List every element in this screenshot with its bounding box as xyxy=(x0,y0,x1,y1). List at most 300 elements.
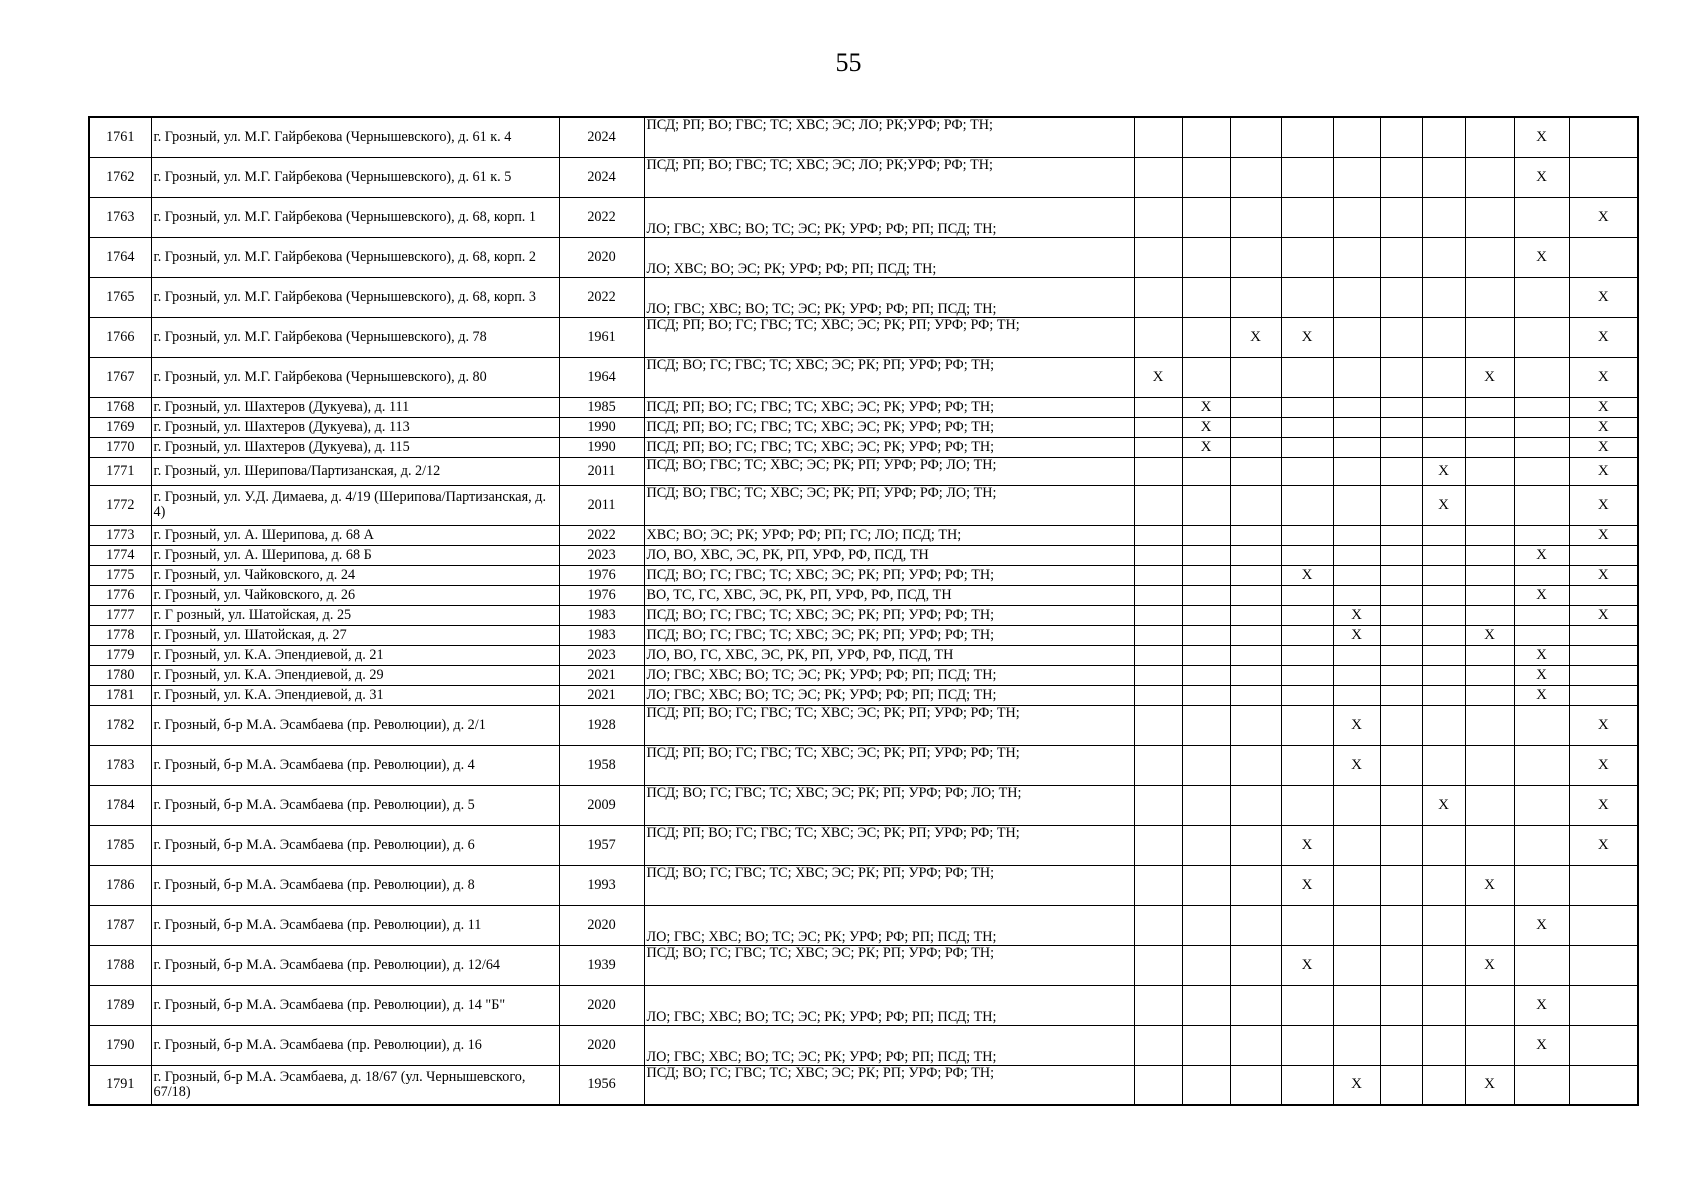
mark-cell xyxy=(1182,277,1230,317)
mark-cell xyxy=(1333,905,1380,945)
mark-cell xyxy=(1134,685,1182,705)
mark-cell xyxy=(1182,605,1230,625)
mark-cell xyxy=(1422,985,1465,1025)
mark-cell xyxy=(1569,905,1638,945)
mark-cell: X xyxy=(1514,157,1569,197)
mark-cell xyxy=(1380,745,1422,785)
works-list-cell: ПСД; ВО; ГВС; ТС; ХВС; ЭС; РК; РП; УРФ; РФ; ЛО; ТН; xyxy=(644,457,1134,485)
mark-cell xyxy=(1422,825,1465,865)
works-list-cell: ПСД; ВО; ГС; ГВС; ТС; ХВС; ЭС; РК; РП; УРФ; РФ; ТН; xyxy=(644,625,1134,645)
mark-cell: X xyxy=(1422,457,1465,485)
address-cell: г. Грозный, б-р М.А. Эсамбаева (пр. Революции), д. 12/64 xyxy=(151,945,559,985)
mark-cell xyxy=(1230,117,1281,157)
mark-cell xyxy=(1281,157,1333,197)
mark-cell xyxy=(1569,117,1638,157)
table-row xyxy=(89,905,1638,945)
mark-cell: X xyxy=(1569,437,1638,457)
mark-cell xyxy=(1465,317,1514,357)
year-cell: 2011 xyxy=(559,457,644,485)
mark-cell xyxy=(1230,945,1281,985)
address-cell: г. Грозный, ул. У.Д. Димаева, д. 4/19 (Шерипова/Партизанская, д. 4) xyxy=(151,485,559,525)
year-cell: 2023 xyxy=(559,545,644,565)
works-list-cell: ЛО; ГВС; ХВС; ВО; ТС; ЭС; РК; УРФ; РФ; РП; ПСД; ТН; xyxy=(644,1025,1134,1065)
mark-cell xyxy=(1422,437,1465,457)
address-cell: г. Грозный, ул. Шахтеров (Дукуева), д. 113 xyxy=(151,417,559,437)
mark-cell xyxy=(1281,397,1333,417)
mark-cell xyxy=(1465,437,1514,457)
mark-cell xyxy=(1465,665,1514,685)
mark-cell: X xyxy=(1465,865,1514,905)
mark-cell xyxy=(1380,485,1422,525)
year-cell: 1993 xyxy=(559,865,644,905)
year-cell: 1957 xyxy=(559,825,644,865)
mark-cell xyxy=(1514,1065,1569,1105)
mark-cell xyxy=(1380,565,1422,585)
year-cell: 2022 xyxy=(559,277,644,317)
works-list-cell: ПСД; ВО; ГС; ГВС; ТС; ХВС; ЭС; РК; РП; УРФ; РФ; ЛО; ТН; xyxy=(644,785,1134,825)
mark-cell xyxy=(1134,157,1182,197)
mark-cell xyxy=(1134,985,1182,1025)
works-list-cell: ЛО; ГВС; ХВС; ВО; ТС; ЭС; РК; УРФ; РФ; РП; ПСД; ТН; xyxy=(644,665,1134,685)
mark-cell xyxy=(1569,945,1638,985)
mark-cell xyxy=(1134,545,1182,565)
mark-cell xyxy=(1134,485,1182,525)
mark-cell xyxy=(1134,605,1182,625)
mark-cell xyxy=(1230,645,1281,665)
mark-cell xyxy=(1380,865,1422,905)
mark-cell xyxy=(1281,785,1333,825)
year-cell: 2024 xyxy=(559,117,644,157)
mark-cell xyxy=(1380,317,1422,357)
row-number: 1773 xyxy=(89,525,151,545)
address-cell: г. Грозный, б-р М.А. Эсамбаева (пр. Революции), д. 16 xyxy=(151,1025,559,1065)
mark-cell xyxy=(1182,237,1230,277)
mark-cell: X xyxy=(1465,1065,1514,1105)
mark-cell xyxy=(1514,825,1569,865)
mark-cell xyxy=(1514,197,1569,237)
mark-cell xyxy=(1380,905,1422,945)
mark-cell xyxy=(1514,437,1569,457)
registry-body xyxy=(89,117,1638,1105)
address-cell: г. Грозный, ул. Чайковского, д. 24 xyxy=(151,565,559,585)
mark-cell xyxy=(1230,865,1281,905)
mark-cell xyxy=(1514,357,1569,397)
mark-cell xyxy=(1465,605,1514,625)
year-cell: 2023 xyxy=(559,645,644,665)
mark-cell xyxy=(1422,357,1465,397)
mark-cell xyxy=(1281,357,1333,397)
address-cell: г. Грозный, ул. К.А. Эпендиевой, д. 21 xyxy=(151,645,559,665)
mark-cell xyxy=(1281,417,1333,437)
mark-cell xyxy=(1333,685,1380,705)
mark-cell xyxy=(1380,1065,1422,1105)
mark-cell xyxy=(1182,457,1230,485)
mark-cell xyxy=(1333,645,1380,665)
table-row xyxy=(89,745,1638,785)
mark-cell xyxy=(1514,565,1569,585)
address-cell: г. Грозный, б-р М.А. Эсамбаева (пр. Революции), д. 4 xyxy=(151,745,559,785)
mark-cell xyxy=(1422,545,1465,565)
mark-cell xyxy=(1134,785,1182,825)
mark-cell xyxy=(1134,865,1182,905)
table-row xyxy=(89,485,1638,525)
mark-cell xyxy=(1380,985,1422,1025)
year-cell: 2021 xyxy=(559,685,644,705)
row-number: 1779 xyxy=(89,645,151,665)
address-cell: г. Грозный, б-р М.А. Эсамбаева, д. 18/67 (ул. Чернышевского, 67/18) xyxy=(151,1065,559,1105)
mark-cell xyxy=(1422,525,1465,545)
mark-cell xyxy=(1569,157,1638,197)
works-list-cell: ПСД; РП; ВО; ГС; ГВС; ТС; ХВС; ЭС; РК; РП; УРФ; РФ; ТН; xyxy=(644,705,1134,745)
mark-cell xyxy=(1569,1025,1638,1065)
mark-cell: X xyxy=(1333,1065,1380,1105)
mark-cell xyxy=(1422,645,1465,665)
row-number: 1776 xyxy=(89,585,151,605)
mark-cell xyxy=(1380,117,1422,157)
address-cell: г. Г розный, ул. Шатойская, д. 25 xyxy=(151,605,559,625)
works-list-cell: ЛО, ВО, ХВС, ЭС, РК, РП, УРФ, РФ, ПСД, ТН xyxy=(644,545,1134,565)
mark-cell xyxy=(1134,277,1182,317)
mark-cell xyxy=(1134,945,1182,985)
row-number: 1784 xyxy=(89,785,151,825)
mark-cell xyxy=(1333,277,1380,317)
mark-cell xyxy=(1380,625,1422,645)
mark-cell xyxy=(1281,605,1333,625)
mark-cell: X xyxy=(1465,625,1514,645)
mark-cell xyxy=(1182,825,1230,865)
mark-cell xyxy=(1333,785,1380,825)
mark-cell: X xyxy=(1514,1025,1569,1065)
mark-cell xyxy=(1465,745,1514,785)
mark-cell xyxy=(1281,1025,1333,1065)
mark-cell xyxy=(1230,785,1281,825)
table-row xyxy=(89,197,1638,237)
mark-cell xyxy=(1333,357,1380,397)
address-cell: г. Грозный, ул. Шатойская, д. 27 xyxy=(151,625,559,645)
table-row xyxy=(89,985,1638,1025)
mark-cell xyxy=(1569,645,1638,665)
mark-cell xyxy=(1134,117,1182,157)
mark-cell xyxy=(1380,605,1422,625)
mark-cell xyxy=(1134,585,1182,605)
row-number: 1777 xyxy=(89,605,151,625)
mark-cell: X xyxy=(1514,985,1569,1025)
mark-cell xyxy=(1514,605,1569,625)
mark-cell: X xyxy=(1230,317,1281,357)
mark-cell xyxy=(1422,685,1465,705)
works-list-cell: ХВС; ВО; ЭС; РК; УРФ; РФ; РП; ГС; ЛО; ПСД; ТН; xyxy=(644,525,1134,545)
page-number: 55 xyxy=(835,48,862,77)
year-cell: 1928 xyxy=(559,705,644,745)
mark-cell xyxy=(1134,905,1182,945)
year-cell: 2021 xyxy=(559,665,644,685)
mark-cell xyxy=(1569,585,1638,605)
mark-cell xyxy=(1422,605,1465,625)
mark-cell xyxy=(1380,397,1422,417)
works-list-cell: ЛО; ГВС; ХВС; ВО; ТС; ЭС; РК; УРФ; РФ; РП; ПСД; ТН; xyxy=(644,905,1134,945)
mark-cell xyxy=(1465,157,1514,197)
address-cell: г. Грозный, ул. М.Г. Гайрбекова (Чернышевского), д. 78 xyxy=(151,317,559,357)
mark-cell xyxy=(1465,585,1514,605)
mark-cell xyxy=(1333,945,1380,985)
mark-cell xyxy=(1182,645,1230,665)
mark-cell xyxy=(1465,1025,1514,1065)
address-cell: г. Грозный, ул. Чайковского, д. 26 xyxy=(151,585,559,605)
mark-cell xyxy=(1333,117,1380,157)
year-cell: 2011 xyxy=(559,485,644,525)
mark-cell xyxy=(1380,685,1422,705)
mark-cell xyxy=(1380,437,1422,457)
mark-cell xyxy=(1182,1065,1230,1105)
mark-cell xyxy=(1134,705,1182,745)
year-cell: 2022 xyxy=(559,197,644,237)
works-list-cell: ЛО; ХВС; ВО; ЭС; РК; УРФ; РФ; РП; ПСД; ТН; xyxy=(644,237,1134,277)
table-row xyxy=(89,1025,1638,1065)
mark-cell xyxy=(1514,417,1569,437)
mark-cell xyxy=(1134,317,1182,357)
mark-cell xyxy=(1230,905,1281,945)
year-cell: 1990 xyxy=(559,417,644,437)
works-list-cell: ПСД; РП; ВО; ГС; ГВС; ТС; ХВС; ЭС; РК; РП; УРФ; РФ; ТН; xyxy=(644,825,1134,865)
mark-cell: X xyxy=(1569,277,1638,317)
address-cell: г. Грозный, ул. Шахтеров (Дукуева), д. 111 xyxy=(151,397,559,417)
mark-cell xyxy=(1230,357,1281,397)
mark-cell xyxy=(1182,905,1230,945)
mark-cell xyxy=(1333,565,1380,585)
mark-cell xyxy=(1569,665,1638,685)
mark-cell xyxy=(1465,685,1514,705)
mark-cell xyxy=(1230,565,1281,585)
mark-cell xyxy=(1182,985,1230,1025)
mark-cell xyxy=(1422,665,1465,685)
mark-cell xyxy=(1514,705,1569,745)
mark-cell xyxy=(1281,197,1333,237)
table-row xyxy=(89,565,1638,585)
address-cell: г. Грозный, ул. М.Г. Гайрбекова (Чернышевского), д. 68, корп. 3 xyxy=(151,277,559,317)
mark-cell xyxy=(1230,237,1281,277)
mark-cell xyxy=(1514,317,1569,357)
mark-cell xyxy=(1380,457,1422,485)
row-number: 1768 xyxy=(89,397,151,417)
mark-cell xyxy=(1134,397,1182,417)
mark-cell xyxy=(1422,745,1465,785)
mark-cell xyxy=(1422,865,1465,905)
mark-cell: X xyxy=(1134,357,1182,397)
mark-cell xyxy=(1422,157,1465,197)
table-row xyxy=(89,277,1638,317)
mark-cell xyxy=(1134,237,1182,277)
works-list-cell: ЛО, ВО, ГС, ХВС, ЭС, РК, РП, УРФ, РФ, ПСД, ТН xyxy=(644,645,1134,665)
row-number: 1781 xyxy=(89,685,151,705)
mark-cell xyxy=(1281,585,1333,605)
row-number: 1769 xyxy=(89,417,151,437)
mark-cell xyxy=(1333,417,1380,437)
row-number: 1787 xyxy=(89,905,151,945)
works-list-cell: ЛО; ГВС; ХВС; ВО; ТС; ЭС; РК; УРФ; РФ; РП; ПСД; ТН; xyxy=(644,197,1134,237)
mark-cell xyxy=(1422,1065,1465,1105)
mark-cell xyxy=(1465,457,1514,485)
mark-cell xyxy=(1514,785,1569,825)
mark-cell xyxy=(1380,825,1422,865)
mark-cell xyxy=(1281,457,1333,485)
row-number: 1762 xyxy=(89,157,151,197)
mark-cell: X xyxy=(1569,565,1638,585)
year-cell: 1939 xyxy=(559,945,644,985)
mark-cell xyxy=(1182,357,1230,397)
mark-cell xyxy=(1333,317,1380,357)
mark-cell xyxy=(1569,1065,1638,1105)
mark-cell xyxy=(1134,645,1182,665)
mark-cell xyxy=(1182,705,1230,745)
table-row xyxy=(89,417,1638,437)
year-cell: 2020 xyxy=(559,1025,644,1065)
mark-cell: X xyxy=(1569,457,1638,485)
mark-cell xyxy=(1134,1065,1182,1105)
mark-cell xyxy=(1465,485,1514,525)
mark-cell xyxy=(1281,277,1333,317)
mark-cell xyxy=(1281,645,1333,665)
address-cell: г. Грозный, б-р М.А. Эсамбаева (пр. Революции), д. 5 xyxy=(151,785,559,825)
mark-cell: X xyxy=(1182,417,1230,437)
works-list-cell: ЛО; ГВС; ХВС; ВО; ТС; ЭС; РК; УРФ; РФ; РП; ПСД; ТН; xyxy=(644,985,1134,1025)
mark-cell xyxy=(1182,945,1230,985)
mark-cell xyxy=(1134,625,1182,645)
table-row xyxy=(89,525,1638,545)
address-cell: г. Грозный, ул. Шерипова/Партизанская, д. 2/12 xyxy=(151,457,559,485)
mark-cell xyxy=(1333,457,1380,485)
mark-cell xyxy=(1134,437,1182,457)
mark-cell xyxy=(1182,317,1230,357)
mark-cell xyxy=(1182,745,1230,785)
mark-cell xyxy=(1281,665,1333,685)
mark-cell xyxy=(1333,157,1380,197)
mark-cell xyxy=(1422,117,1465,157)
row-number: 1778 xyxy=(89,625,151,645)
table-row xyxy=(89,357,1638,397)
year-cell: 1976 xyxy=(559,565,644,585)
mark-cell xyxy=(1333,545,1380,565)
mark-cell xyxy=(1333,865,1380,905)
mark-cell xyxy=(1182,197,1230,237)
mark-cell xyxy=(1422,585,1465,605)
mark-cell xyxy=(1333,825,1380,865)
mark-cell xyxy=(1380,1025,1422,1065)
mark-cell xyxy=(1380,705,1422,745)
mark-cell xyxy=(1182,545,1230,565)
mark-cell: X xyxy=(1569,745,1638,785)
row-number: 1775 xyxy=(89,565,151,585)
row-number: 1780 xyxy=(89,665,151,685)
mark-cell xyxy=(1380,197,1422,237)
year-cell: 1961 xyxy=(559,317,644,357)
mark-cell: X xyxy=(1569,197,1638,237)
mark-cell xyxy=(1465,905,1514,945)
mark-cell xyxy=(1422,705,1465,745)
mark-cell xyxy=(1281,545,1333,565)
mark-cell: X xyxy=(1569,485,1638,525)
table-row xyxy=(89,705,1638,745)
address-cell: г. Грозный, ул. А. Шерипова, д. 68 Б xyxy=(151,545,559,565)
year-cell: 1956 xyxy=(559,1065,644,1105)
mark-cell xyxy=(1465,645,1514,665)
row-number: 1766 xyxy=(89,317,151,357)
mark-cell xyxy=(1230,685,1281,705)
mark-cell: X xyxy=(1333,605,1380,625)
mark-cell xyxy=(1422,625,1465,645)
works-list-cell: ПСД; ВО; ГС; ГВС; ТС; ХВС; ЭС; РК; РП; УРФ; РФ; ТН; xyxy=(644,1065,1134,1105)
works-list-cell: ПСД; РП; ВО; ГВС; ТС; ХВС; ЭС; ЛО; РК;УРФ; РФ; ТН; xyxy=(644,117,1134,157)
year-cell: 1990 xyxy=(559,437,644,457)
mark-cell xyxy=(1281,485,1333,525)
mark-cell: X xyxy=(1182,437,1230,457)
works-list-cell: ПСД; РП; ВО; ГС; ГВС; ТС; ХВС; ЭС; РК; РП; УРФ; РФ; ТН; xyxy=(644,745,1134,785)
row-number: 1771 xyxy=(89,457,151,485)
table-row xyxy=(89,665,1638,685)
mark-cell xyxy=(1230,525,1281,545)
table-row xyxy=(89,457,1638,485)
mark-cell xyxy=(1134,197,1182,237)
table-row xyxy=(89,645,1638,665)
mark-cell xyxy=(1465,985,1514,1025)
mark-cell: X xyxy=(1422,785,1465,825)
row-number: 1789 xyxy=(89,985,151,1025)
mark-cell xyxy=(1182,685,1230,705)
works-list-cell: ПСД; ВО; ГС; ГВС; ТС; ХВС; ЭС; РК; РП; УРФ; РФ; ТН; xyxy=(644,865,1134,905)
year-cell: 1976 xyxy=(559,585,644,605)
mark-cell xyxy=(1465,825,1514,865)
mark-cell xyxy=(1465,397,1514,417)
mark-cell xyxy=(1380,665,1422,685)
row-number: 1763 xyxy=(89,197,151,237)
address-cell: г. Грозный, ул. К.А. Эпендиевой, д. 31 xyxy=(151,685,559,705)
mark-cell xyxy=(1422,1025,1465,1065)
mark-cell: X xyxy=(1281,317,1333,357)
mark-cell xyxy=(1514,485,1569,525)
address-cell: г. Грозный, б-р М.А. Эсамбаева (пр. Революции), д. 11 xyxy=(151,905,559,945)
mark-cell xyxy=(1281,745,1333,785)
mark-cell xyxy=(1182,1025,1230,1065)
mark-cell: X xyxy=(1514,645,1569,665)
address-cell: г. Грозный, ул. А. Шерипова, д. 68 А xyxy=(151,525,559,545)
mark-cell: X xyxy=(1514,585,1569,605)
mark-cell xyxy=(1134,1025,1182,1065)
mark-cell xyxy=(1380,525,1422,545)
year-cell: 1964 xyxy=(559,357,644,397)
table-row xyxy=(89,1065,1638,1105)
mark-cell xyxy=(1333,985,1380,1025)
table-row xyxy=(89,685,1638,705)
mark-cell xyxy=(1333,397,1380,417)
row-number: 1774 xyxy=(89,545,151,565)
address-cell: г. Грозный, ул. М.Г. Гайрбекова (Чернышевского), д. 61 к. 5 xyxy=(151,157,559,197)
mark-cell xyxy=(1230,157,1281,197)
works-list-cell: ПСД; РП; ВО; ГВС; ТС; ХВС; ЭС; ЛО; РК;УРФ; РФ; ТН; xyxy=(644,157,1134,197)
year-cell: 1983 xyxy=(559,625,644,645)
mark-cell xyxy=(1230,985,1281,1025)
mark-cell xyxy=(1569,865,1638,905)
mark-cell xyxy=(1422,397,1465,417)
mark-cell xyxy=(1514,457,1569,485)
mark-cell: X xyxy=(1569,525,1638,545)
address-cell: г. Грозный, ул. М.Г. Гайрбекова (Чернышевского), д. 61 к. 4 xyxy=(151,117,559,157)
works-list-cell: ПСД; РП; ВО; ГС; ГВС; ТС; ХВС; ЭС; РК; УРФ; РФ; ТН; xyxy=(644,437,1134,457)
mark-cell: X xyxy=(1422,485,1465,525)
row-number: 1790 xyxy=(89,1025,151,1065)
table-row xyxy=(89,625,1638,645)
mark-cell xyxy=(1465,545,1514,565)
row-number: 1764 xyxy=(89,237,151,277)
mark-cell xyxy=(1230,585,1281,605)
